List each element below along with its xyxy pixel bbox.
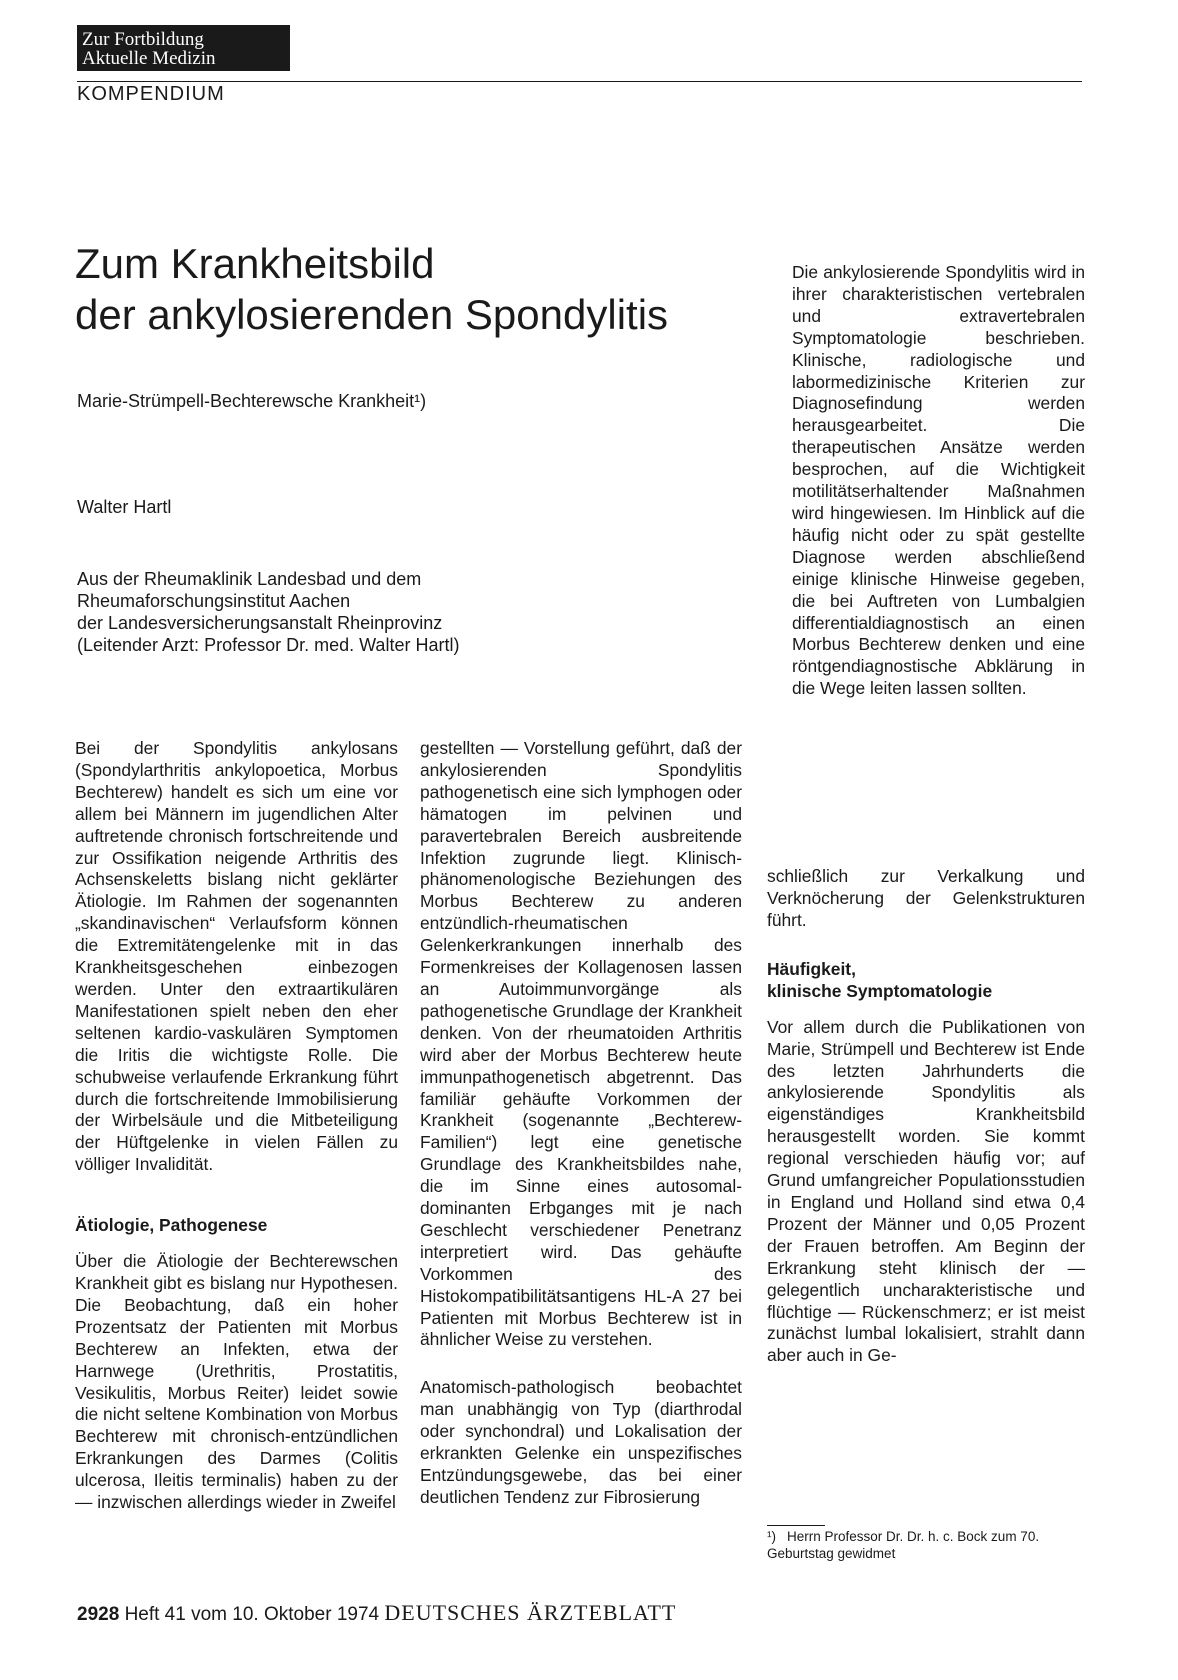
rubric-line-2: Aktuelle Medizin [82, 48, 216, 69]
heading-frequency-line-2: klinische Symptomatologie [767, 980, 993, 1001]
title-line-2: der ankylosierenden Spondylitis [75, 291, 669, 338]
aetiology-paragraph-continued: gestellten — Vorstellung geführt, daß der ankylosierenden Spondylitis pathogenetisch eine sich lymphogen oder hämatogen im pelvinen und paravertebralen Bereich ausbreitende Infektion zugrunde liegt. Klinisch-phänomenologische Beziehungen des Morbus Bechterew zu anderen entzündlich-rheumatischen Gelenkerkrankungen innerhalb des Formenkreises der Kollagenosen lassen an Autoimmunvorgänge als pathogenetische Grundlage der Krankheit denken. Von der rheumatoiden Arthritis wird aber der Morbus Bechterew heute immunpathogenetisch abgetrennt. Das familiär gehäufte Vorkommen der Krankheit (sogenannte „Bechterew-Familien“) legt eine genetische Grundlage des Krankheitsbildes nahe, die im Sinne eines autosomal-dominanten Erbganges mit je nach Geschlecht verschiedener Penetranz interpretiert wird. Das gehäufte Vorkommen des Histokompatibilitätsantigens HL-A 27 bei Patienten mit Morbus Bechterew ist in ähnlicher Weise zu verstehen. [420, 738, 742, 1350]
header-rule [77, 81, 1082, 82]
journal-name: DEUTSCHES ÄRZTEBLATT [384, 1600, 677, 1625]
anatomy-paragraph: Anatomisch-pathologisch beobachtet man unabhängig von Typ (diarthrodal oder synchondral) und Lokalisation der erkrankten Gelenke ein unspezifisches Entzündungsgewebe, das bei einer deutlichen Tendenz zur Fibrosierung [420, 1377, 742, 1507]
abstract [792, 262, 1085, 700]
affiliation-line: Rheumaforschungsinstitut Aachen [77, 591, 351, 611]
heading-frequency-line-1: Häufigkeit, [767, 958, 856, 979]
affiliation [77, 568, 637, 656]
issue-info: Heft 41 vom 10. Oktober 1974 [124, 1604, 380, 1625]
author-name: Walter Hartl [77, 497, 172, 517]
aetiology-paragraph: Über die Ätiologie der Bechterewschen Krankheit gibt es bislang nur Hypothesen. Die Beobachtung, daß ein hoher Prozentsatz der Patienten mit Morbus Bechterew an Infekten, etwa der Harnwege (Urethritis, Prostatitis, Vesikulitis, Morbus Reiter) leidet sowie die nicht seltene Kombination von Morbus Bechterew mit chronisch-entzündlichen Erkrankungen des Darmes (Colitis ulcerosa, Ileitis terminalis) haben zu der — inzwischen allerdings wieder in Zweifel [75, 1251, 398, 1513]
affiliation-line: (Leitender Arzt: Professor Dr. med. Walter Hartl) [77, 635, 460, 655]
article-title [75, 238, 755, 340]
heading-aetiology: Ätiologie, Pathogenese [75, 1215, 268, 1236]
title-line-1: Zum Krankheitsbild [75, 240, 435, 287]
frequency-paragraph: Vor allem durch die Publikationen von Marie, Strümpell und Bechterew ist Ende des letzten Jahrhunderts die ankylosierende Spondylitis als eigenständiges Krankheitsbild herausgestellt worden. Sie kommt regional verschieden häufig vor; auf Grund umfangreicher Populationsstudien in England und Holland sind etwa 0,4 Prozent der Männer und 0,05 Prozent der Frauen betroffen. Am Beginn der Erkrankung steht klinisch der — gelegentlich uncharakteristische und flüchtige — Rückenschmerz; er ist meist zunächst lumbal lokalisiert, strahlt dann aber auch in Ge- [767, 1016, 1085, 1366]
affiliation-line: der Landesversicherungsanstalt Rheinprovinz [77, 613, 443, 633]
abstract-text: Die ankylosierende Spondylitis wird in ihrer charakteristischen vertebralen und extravertebralen Symptomatologie beschrieben. Klinische, radiologische und labormedizinische Kriterien zur Diagnosefindung werden herausgearbeitet. Die therapeutischen Ansätze werden besprochen, auf die Wichtigkeit motilitätserhaltender Maßnahmen wird hingewiesen. Im Hinblick auf die häufig nicht oder zu spät gestellte Diagnose werden abschließend einige klinische Hinweise gegeben, die bei Auftreten von Lumbalgien differentialdiagnostisch an einen Morbus Bechterew denken und eine röntgendiagnostische Abklärung in die Wege leiten lassen sollten. [792, 262, 1085, 699]
section-label: KOMPENDIUM [77, 83, 225, 105]
column-3 [767, 866, 1085, 1367]
rubric-line-1: Zur Fortbildung [82, 29, 204, 50]
footnote-text: Herrn Professor Dr. Dr. h. c. Bock zum 70. Geburtstag gewidmet [767, 1529, 1040, 1561]
anatomy-paragraph-continued: schließlich zur Verkalkung und Verknöcherung der Gelenkstrukturen führt. [767, 866, 1085, 930]
article-subtitle: Marie-Strümpell-Bechterewsche Krankheit¹) [77, 391, 427, 411]
affiliation-line: Aus der Rheumaklinik Landesbad und dem [77, 569, 422, 589]
rubric-badge [77, 25, 290, 71]
intro-paragraph: Bei der Spondylitis ankylosans (Spondylarthritis ankylopoetica, Morbus Bechterew) handelt es sich um eine vor allem bei Männern im jugendlichen Alter auftretende chronisch fortschreitende und zur Ossifikation neigende Arthritis des Achsenskeletts bislang nicht geklärter Ätiologie. Im Rahmen der sogenannten „skandinavischen“ Verlaufsform können die Extremitätengelenke mit in das Krankheitsgeschehen einbezogen werden. Unter den extraartikulären Manifestationen spielt neben den eher seltenen kardio-vaskulären Symptomen die Iritis die wichtigste Rolle. Die schubweise verlaufende Erkrankung führt durch die fortschreitende Immobilisierung der Wirbelsäule und die Mitbeteiligung der Hüftgelenke in vielen Fällen zu völliger Invalidität. [75, 738, 398, 1175]
page-footer [77, 1600, 676, 1626]
heading-frequency [767, 958, 1085, 1002]
column-2 [420, 738, 742, 1509]
footnote-mark: ¹) [767, 1529, 776, 1544]
page-number: 2928 [77, 1604, 120, 1625]
footnote-rule [767, 1525, 825, 1526]
footnote [767, 1528, 1085, 1562]
column-1 [75, 738, 398, 1514]
